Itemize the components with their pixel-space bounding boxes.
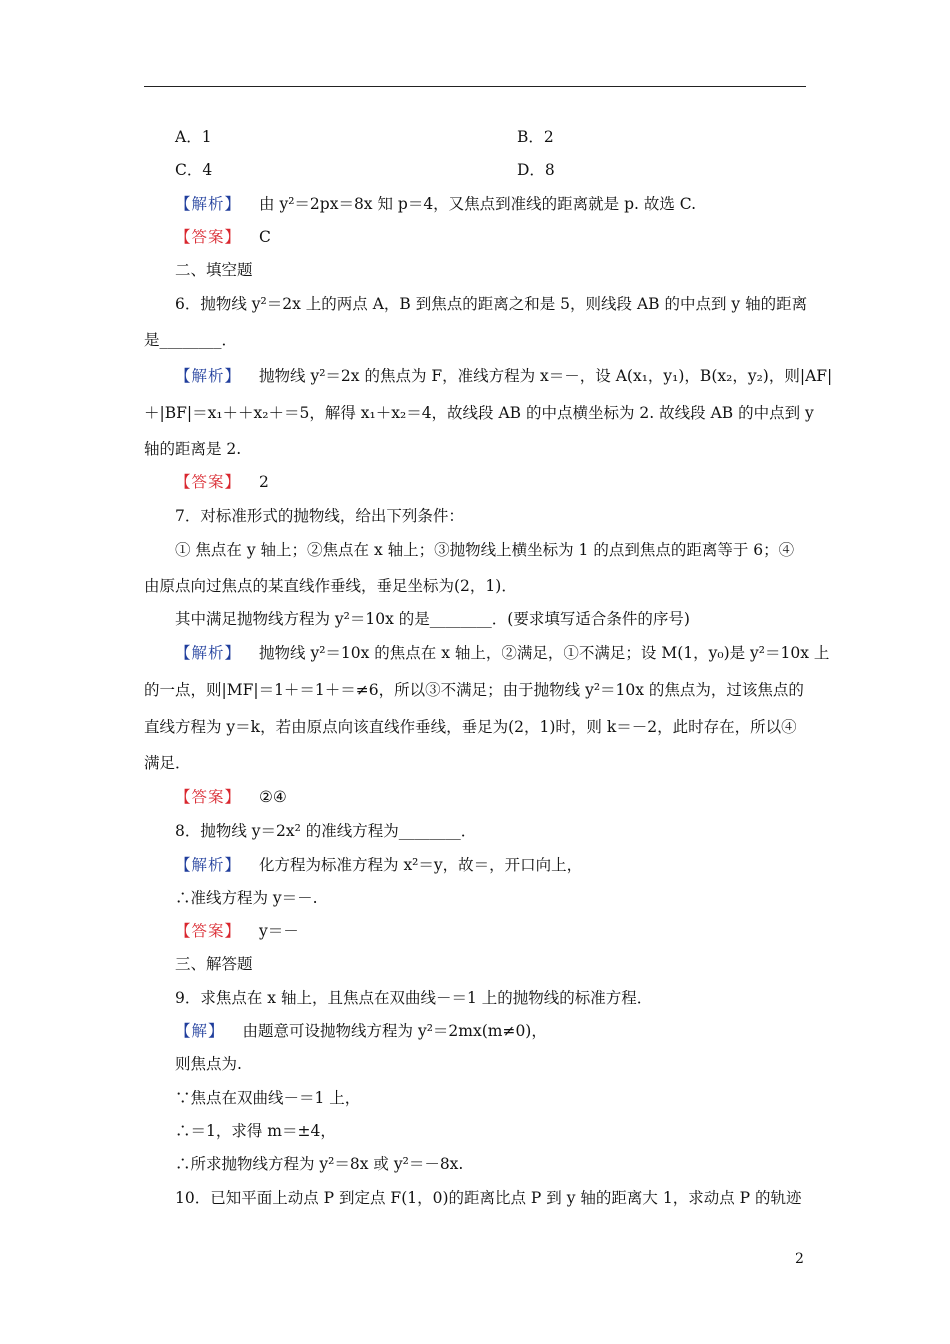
option-b: B．2 <box>517 128 554 146</box>
q7-analysis-line3: 直线方程为 y＝k，若由原点向该直线作垂线，垂足为(2，1)时，则 k＝－2，此时存在，所以④ <box>144 718 797 736</box>
q8-analysis: 【解析】 化方程为标准方程为 x²＝y，故＝，开口向上， <box>175 856 583 874</box>
q9-stem: 9．求焦点在 x 轴上，且焦点在双曲线－＝1 上的抛物线的标准方程． <box>175 989 653 1007</box>
q5-answer: 【答案】 C <box>175 228 271 246</box>
section-fill-blank: 二、填空题 <box>175 261 253 279</box>
q7-conditions: ① 焦点在 y 轴上；②焦点在 x 轴上；③抛物线上横坐标为 1 的点到焦点的距离等于 6；④ <box>175 541 795 559</box>
q9-solution-line2: 则焦点为. <box>175 1055 242 1073</box>
q7-question: 其中满足抛物线方程为 y²＝10x 的是________．(要求填写适合条件的序号) <box>175 610 690 628</box>
answer-label: 【答案】 <box>175 788 242 806</box>
page-number: 2 <box>795 1251 804 1267</box>
q7-stem: 7．对标准形式的抛物线，给出下列条件： <box>175 507 464 525</box>
q8-answer: 【答案】 y＝－ <box>175 922 299 940</box>
analysis-label: 【解析】 <box>175 856 242 874</box>
header-rule <box>144 86 806 87</box>
analysis-label: 【解析】 <box>175 195 242 213</box>
option-a: A．1 <box>175 128 212 146</box>
q9-solution-line4: ∴＝1，求得 m＝±4， <box>175 1122 336 1140</box>
q7-answer: 【答案】 ②④ <box>175 788 287 806</box>
analysis-label: 【解析】 <box>175 644 242 662</box>
q5-analysis: 【解析】 由 y²＝2px＝8x 知 p＝4，又焦点到准线的距离就是 p. 故选 C. <box>175 195 697 213</box>
answer-label: 【答案】 <box>175 228 242 246</box>
q6-analysis-line3: 轴的距离是 2. <box>144 440 242 458</box>
section-solve: 三、解答题 <box>175 955 253 973</box>
q8-stem: 8．抛物线 y＝2x² 的准线方程为________． <box>175 822 477 840</box>
q7-analysis-line4: 满足． <box>144 754 191 772</box>
analysis-label: 【解析】 <box>175 367 242 385</box>
q8-analysis-line2: ∴准线方程为 y＝－. <box>175 889 318 907</box>
q7-analysis-line2: 的一点，则|MF|＝1＋＝1＋＝≠6，所以③不满足；由于抛物线 y²＝10x 的焦点为，过该焦点的 <box>144 681 804 699</box>
q6-stem: 6．抛物线 y²＝2x 上的两点 A，B 到焦点的距离之和是 5，则线段 AB 的中点到 y 轴的距离 <box>175 295 808 313</box>
solution-label: 【解】 <box>175 1022 225 1040</box>
q9-solution-line5: ∴所求抛物线方程为 y²＝8x 或 y²＝－8x. <box>175 1155 464 1173</box>
q7-conditions-cont: 由原点向过焦点的某直线作垂线，垂足坐标为(2，1)． <box>144 577 517 595</box>
answer-label: 【答案】 <box>175 922 242 940</box>
option-c: C．4 <box>175 161 213 179</box>
q6-analysis: 【解析】 抛物线 y²＝2x 的焦点为 F，准线方程为 x＝－，设 A(x₁，y₁)，B(x₂，y₂)，则|AF| <box>175 367 833 385</box>
q6-answer: 【答案】 2 <box>175 473 269 491</box>
answer-label: 【答案】 <box>175 473 242 491</box>
q6-analysis-line2: ＋|BF|＝x₁＋＋x₂＋＝5，解得 x₁＋x₂＝4，故线段 AB 的中点横坐标为 2. 故线段 AB 的中点到 y <box>144 404 814 422</box>
q9-solution-line3: ∵焦点在双曲线－＝1 上， <box>175 1089 361 1107</box>
q10-stem: 10．已知平面上动点 P 到定点 F(1，0)的距离比点 P 到 y 轴的距离大 1，求动点 P 的轨迹 <box>175 1189 802 1207</box>
q6-stem-cont: 是________． <box>144 331 238 349</box>
q7-analysis: 【解析】 抛物线 y²＝10x 的焦点在 x 轴上，②满足，①不满足；设 M(1，y₀)是 y²＝10x 上 <box>175 644 830 662</box>
option-d: D．8 <box>517 161 555 179</box>
q9-solution: 【解】 由题意可设抛物线方程为 y²＝2mx(m≠0)， <box>175 1022 547 1040</box>
